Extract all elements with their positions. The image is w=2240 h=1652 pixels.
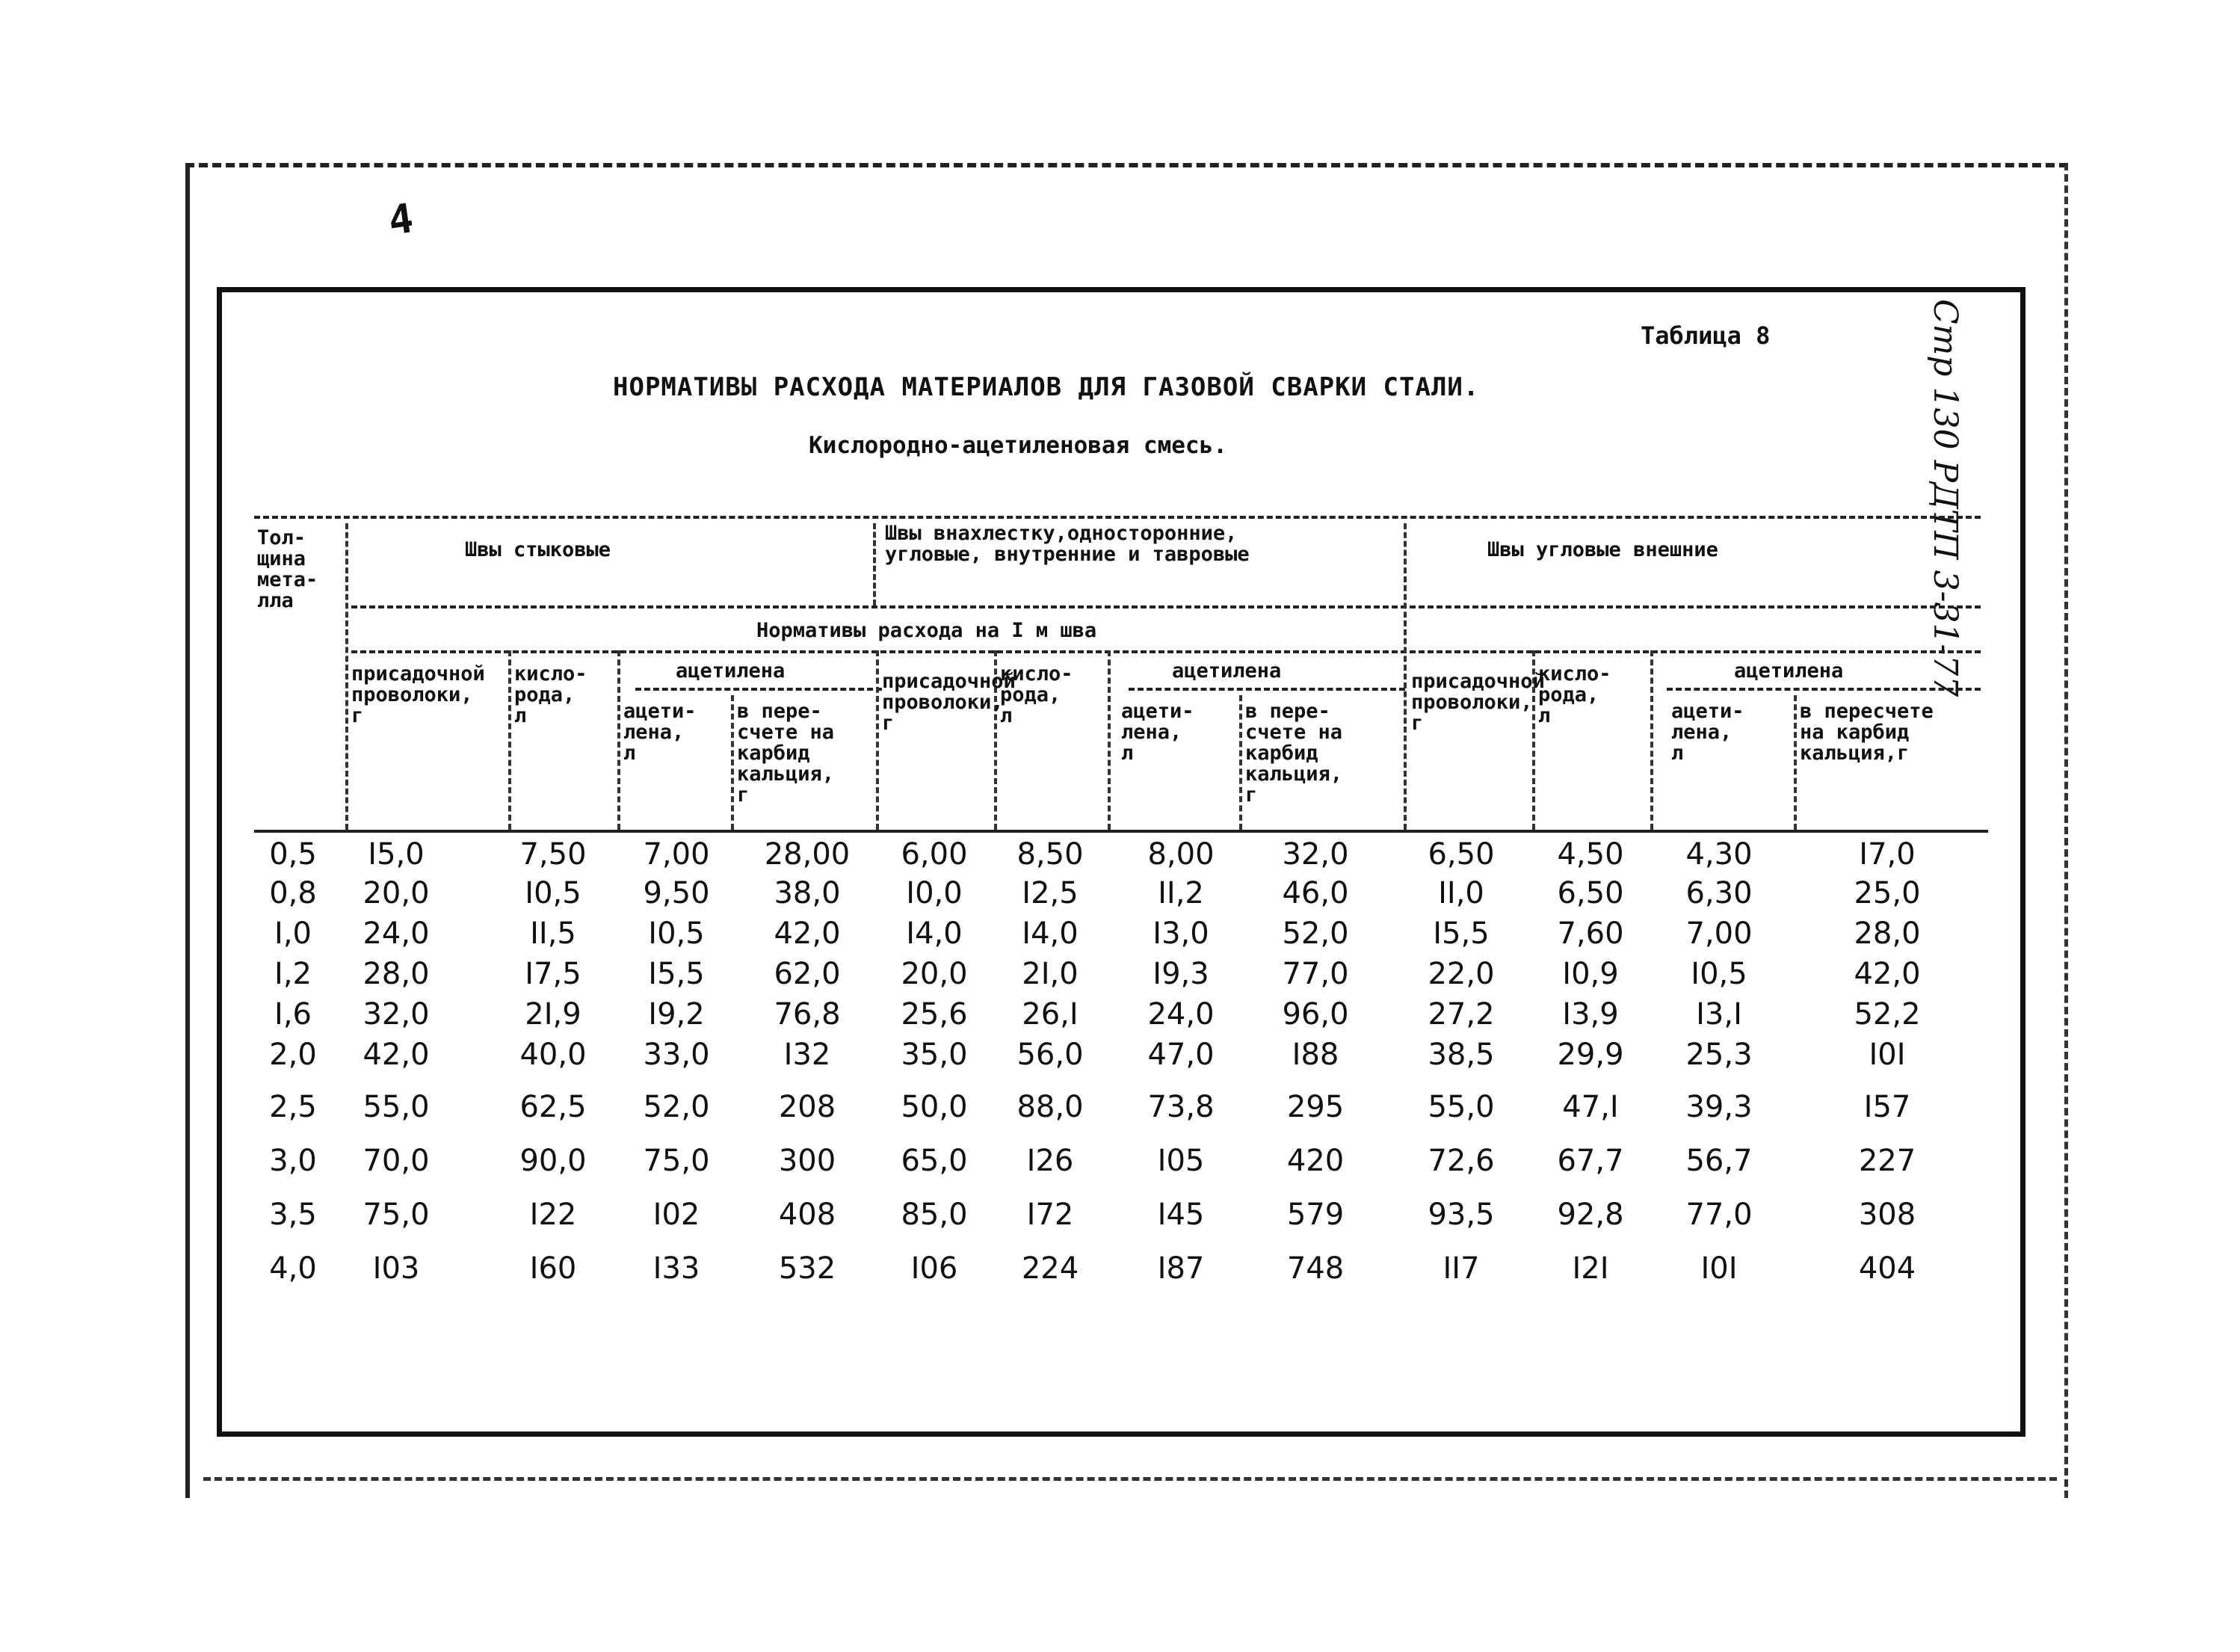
bottom-rule: [203, 1477, 2057, 1481]
table-cell: 8,50: [1016, 837, 1084, 872]
col-divider: [1650, 650, 1653, 830]
table-cell: 77,0: [1685, 1198, 1753, 1232]
header-bottom-rule: [254, 830, 1988, 833]
table-cell: 27,2: [1428, 997, 1495, 1032]
table-cell: I05: [1157, 1144, 1205, 1178]
table-cell: I9,2: [648, 997, 705, 1032]
col-divider: [1404, 523, 1407, 830]
table-cell: 295: [1286, 1090, 1345, 1124]
header-filler-wire-1: присадочной проволоки, г: [351, 662, 485, 727]
table-cell: I5,5: [1433, 916, 1490, 951]
table-cell: 65,0: [901, 1144, 968, 1178]
table-cell: 39,3: [1685, 1090, 1753, 1124]
table-cell: 7,50: [519, 837, 587, 872]
table-cell: 25,6: [901, 997, 968, 1032]
table-cell: I3,I: [1696, 997, 1742, 1032]
row-thickness: 0,5: [269, 837, 317, 872]
header-oxygen-1: кисло- рода, л: [514, 662, 587, 727]
row-thickness: 3,0: [269, 1144, 317, 1178]
header-acetylene-1: ацетилена: [676, 659, 786, 682]
row-thickness: 2,0: [269, 1038, 317, 1072]
header-acetylene-l-1: ацети- лена, л: [623, 700, 697, 765]
table-cell: 300: [778, 1144, 836, 1178]
col-divider: [617, 650, 620, 830]
table-cell: 33,0: [643, 1038, 710, 1072]
header-group-butt-welds: Швы стыковые: [465, 538, 611, 561]
table-cell: 56,0: [1016, 1038, 1084, 1072]
table-cell: II,2: [1158, 876, 1204, 910]
table-cell: 7,00: [643, 837, 710, 872]
table-cell: I0,5: [1691, 957, 1747, 991]
table-cell: 25,3: [1685, 1038, 1753, 1072]
table-cell: 20,0: [362, 876, 430, 910]
table-cell: 24,0: [362, 916, 430, 951]
table-cell: 40,0: [519, 1038, 587, 1072]
table-cell: 28,00: [764, 837, 851, 872]
table-cell: 47,0: [1147, 1038, 1215, 1072]
header-oxygen-2: кисло- рода, л: [1000, 662, 1073, 727]
col-divider: [1794, 695, 1797, 830]
table-cell: 90,0: [519, 1144, 587, 1178]
acetylene-rule-1: [635, 688, 882, 691]
col-divider: [1239, 695, 1242, 830]
row-thickness: 2,5: [269, 1090, 317, 1124]
table-cell: I3,9: [1562, 997, 1619, 1032]
table-cell: I9,3: [1153, 957, 1209, 991]
table-cell: 4,30: [1685, 837, 1753, 872]
table-cell: 224: [1021, 1251, 1079, 1286]
table-cell: I03: [372, 1251, 420, 1286]
table-cell: 52,2: [1854, 997, 1921, 1032]
acetylene-rule-2: [1129, 688, 1405, 691]
row-thickness: I,6: [274, 997, 312, 1032]
page-subtitle: Кислородно-ацетиленовая смесь.: [809, 432, 1227, 459]
table-cell: 52,0: [1282, 916, 1349, 951]
row-thickness: 4,0: [269, 1251, 317, 1286]
header-norms: Нормативы расхода на I м шва: [756, 619, 1097, 642]
acetylene-rule-3: [1667, 688, 1981, 691]
group-rule: [351, 605, 1981, 608]
table-cell: I60: [529, 1251, 577, 1286]
table-cell: 55,0: [1428, 1090, 1495, 1124]
table-cell: 93,5: [1428, 1198, 1495, 1232]
table-cell: 408: [778, 1198, 836, 1232]
table-cell: II,5: [530, 916, 576, 951]
table-cell: I3,0: [1153, 916, 1209, 951]
header-carbide-2: в пере- счете на карбид кальция, г: [1245, 700, 1343, 807]
table-cell: 92,8: [1557, 1198, 1624, 1232]
header-carbide-3: в пересчете на карбид кальция,г: [1800, 700, 1934, 765]
table-cell: I0I: [1869, 1038, 1906, 1072]
col-divider: [876, 650, 879, 830]
table-cell: I0,5: [648, 916, 705, 951]
table-cell: 73,8: [1147, 1090, 1215, 1124]
table-cell: 308: [1858, 1198, 1916, 1232]
row-thickness: 0,8: [269, 876, 317, 910]
header-carbide-1: в пере- счете на карбид кальция, г: [737, 700, 835, 807]
table-cell: 208: [778, 1090, 836, 1124]
table-cell: 8,00: [1147, 837, 1215, 872]
header-acetylene-2: ацетилена: [1172, 659, 1282, 682]
table-cell: 75,0: [643, 1144, 710, 1178]
row-thickness: I,2: [274, 957, 312, 991]
table-cell: 748: [1286, 1251, 1345, 1286]
table-cell: I06: [910, 1251, 958, 1286]
row-thickness: 3,5: [269, 1198, 317, 1232]
table-cell: 42,0: [362, 1038, 430, 1072]
table-cell: 579: [1286, 1198, 1345, 1232]
table-cell: 2I,0: [1022, 957, 1079, 991]
table-cell: 2I,9: [525, 997, 581, 1032]
table-cell: I33: [652, 1251, 700, 1286]
page-title: НОРМАТИВЫ РАСХОДА МАТЕРИАЛОВ ДЛЯ ГАЗОВОЙ СВАРКИ СТАЛИ.: [613, 372, 1480, 402]
header-oxygen-3: кисло- рода, л: [1538, 662, 1611, 727]
table-cell: I57: [1863, 1090, 1911, 1124]
table-cell: 42,0: [774, 916, 841, 951]
table-cell: 62,5: [519, 1090, 587, 1124]
table-label: Таблица 8: [1641, 321, 1771, 350]
table-cell: I0,9: [1562, 957, 1619, 991]
table-cell: I7,5: [525, 957, 581, 991]
table-cell: 38,0: [774, 876, 841, 910]
side-stamp: Стр 130 РДТП 3-31-77: [1926, 299, 1964, 697]
header-top-rule: [254, 516, 1981, 519]
table-cell: 50,0: [901, 1090, 968, 1124]
col-divider: [508, 650, 511, 830]
table-cell: 56,7: [1685, 1144, 1753, 1178]
col-divider: [1108, 650, 1111, 830]
table-cell: 75,0: [362, 1198, 430, 1232]
table-cell: I5,5: [648, 957, 705, 991]
table-cell: 96,0: [1282, 997, 1349, 1032]
col-divider: [345, 523, 348, 830]
table-cell: 420: [1286, 1144, 1345, 1178]
table-cell: I0I: [1700, 1251, 1738, 1286]
header-acetylene-3: ацетилена: [1734, 659, 1844, 682]
table-cell: 38,5: [1428, 1038, 1495, 1072]
table-cell: 6,00: [901, 837, 968, 872]
table-cell: 52,0: [643, 1090, 710, 1124]
table-cell: I0,0: [906, 876, 963, 910]
col-divider: [873, 523, 876, 605]
table-cell: 70,0: [362, 1144, 430, 1178]
col-divider: [731, 695, 734, 830]
table-cell: I0,5: [525, 876, 581, 910]
table-cell: I72: [1026, 1198, 1074, 1232]
header-thickness: Тол- щина мета- лла: [257, 526, 318, 612]
header-group-lap-welds: Швы внахлестку,односторонние, угловые, внутренние и тавровые: [885, 522, 1250, 566]
table-cell: 28,0: [1854, 916, 1921, 951]
table-cell: 76,8: [774, 997, 841, 1032]
page-mark: 4: [385, 194, 416, 244]
table-cell: I4,0: [906, 916, 963, 951]
table-cell: 47,I: [1562, 1090, 1619, 1124]
table-cell: 227: [1858, 1144, 1916, 1178]
table-cell: I2I: [1572, 1251, 1609, 1286]
norms-rule: [351, 650, 1981, 653]
table-cell: 46,0: [1282, 876, 1349, 910]
table-cell: 20,0: [901, 957, 968, 991]
table-cell: 7,00: [1685, 916, 1753, 951]
table-cell: 26,I: [1022, 997, 1079, 1032]
table-cell: 7,60: [1557, 916, 1624, 951]
table-cell: 77,0: [1282, 957, 1349, 991]
table-cell: 6,50: [1428, 837, 1495, 872]
table-cell: 85,0: [901, 1198, 968, 1232]
header-acetylene-l-2: ацети- лена, л: [1121, 700, 1194, 765]
table-cell: 88,0: [1016, 1090, 1084, 1124]
table-cell: 28,0: [362, 957, 430, 991]
table-cell: 532: [778, 1251, 836, 1286]
table-cell: I32: [783, 1038, 831, 1072]
table-cell: 24,0: [1147, 997, 1215, 1032]
table-cell: 6,30: [1685, 876, 1753, 910]
table-cell: I22: [529, 1198, 577, 1232]
table-cell: I4,0: [1022, 916, 1079, 951]
table-cell: 62,0: [774, 957, 841, 991]
table-cell: 55,0: [362, 1090, 430, 1124]
row-thickness: I,0: [274, 916, 312, 951]
table-cell: I2,5: [1022, 876, 1079, 910]
table-cell: I87: [1157, 1251, 1205, 1286]
table-cell: 35,0: [901, 1038, 968, 1072]
table-cell: 29,9: [1557, 1038, 1624, 1072]
header-acetylene-l-3: ацети- лена, л: [1671, 700, 1744, 765]
header-filler-wire-3: присадочной проволоки, г: [1411, 670, 1545, 735]
table-cell: 404: [1858, 1251, 1916, 1286]
table-cell: II,0: [1438, 876, 1484, 910]
header-filler-wire-2: присадочной проволоки, г: [882, 670, 1016, 735]
table-cell: 22,0: [1428, 957, 1495, 991]
table-cell: 9,50: [643, 876, 710, 910]
table-cell: I26: [1026, 1144, 1074, 1178]
table-cell: 4,50: [1557, 837, 1624, 872]
table-cell: 6,50: [1557, 876, 1624, 910]
table-cell: II7: [1443, 1251, 1480, 1286]
table-cell: 32,0: [1282, 837, 1349, 872]
table-cell: 42,0: [1854, 957, 1921, 991]
header-group-outer-corner: Швы угловые внешние: [1487, 538, 1718, 561]
table-cell: I5,0: [368, 837, 425, 872]
table-cell: 25,0: [1854, 876, 1921, 910]
table-cell: I02: [652, 1198, 700, 1232]
table-cell: I88: [1292, 1038, 1339, 1072]
table-cell: 32,0: [362, 997, 430, 1032]
table-cell: 67,7: [1557, 1144, 1624, 1178]
table-cell: 72,6: [1428, 1144, 1495, 1178]
table-cell: I45: [1157, 1198, 1205, 1232]
table-cell: I7,0: [1859, 837, 1916, 872]
